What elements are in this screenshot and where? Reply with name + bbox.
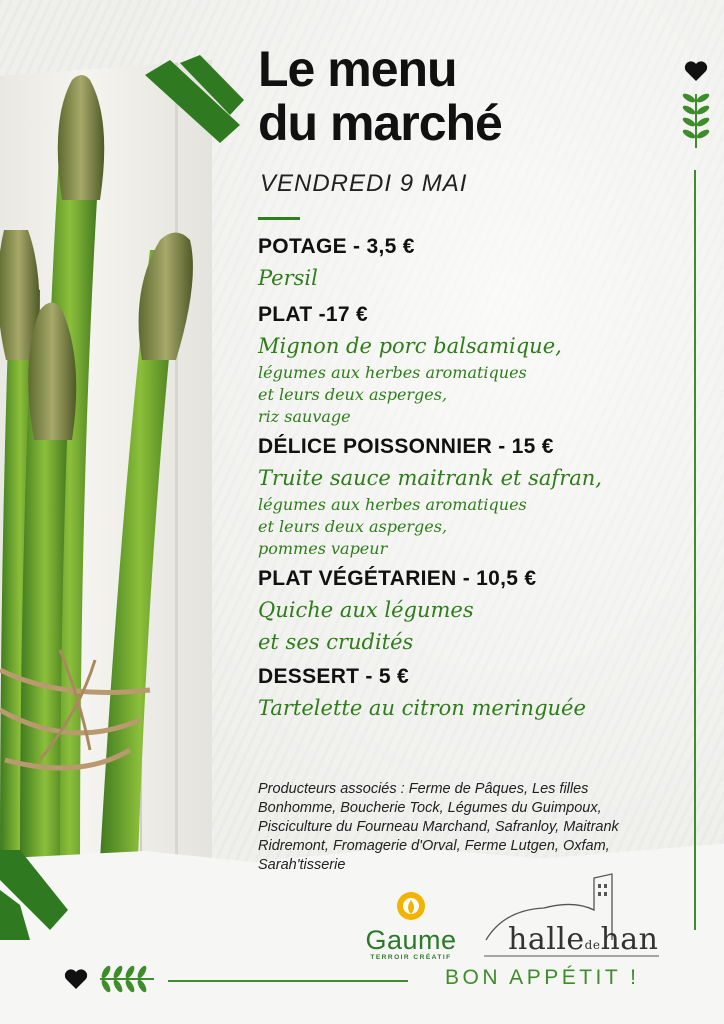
dish-main: Truite sauce maitrank et safran, xyxy=(258,466,602,490)
menu-title xyxy=(258,42,502,150)
dish-main: Tartelette au citron meringuée xyxy=(258,696,586,720)
fern-leaf-icon xyxy=(680,88,712,150)
heart-icon xyxy=(684,60,708,82)
horizontal-divider xyxy=(168,980,408,982)
dish-detail: pommes vapeur xyxy=(258,539,388,558)
course-title: DÉLICE POISSONNIER - 15 € xyxy=(258,435,554,458)
course-poisson xyxy=(258,432,698,560)
course-title: POTAGE - 3,5 € xyxy=(258,235,415,258)
dish-detail: et leurs deux asperges, xyxy=(258,385,448,404)
date-underline xyxy=(258,217,300,220)
course-title: PLAT -17 € xyxy=(258,303,368,326)
dish-main: Persil xyxy=(258,266,318,290)
halle-han-word: han xyxy=(600,922,659,957)
dish-detail: et leurs deux asperges, xyxy=(258,517,448,536)
course-plat xyxy=(258,300,698,428)
menu-date: VENDREDI 9 MAI xyxy=(260,170,468,197)
fern-leaf-icon-bottom xyxy=(96,964,156,994)
dish-main: Mignon de porc balsamique, xyxy=(258,334,562,358)
course-potage xyxy=(258,232,698,294)
gaume-name: Gaume xyxy=(365,925,457,955)
course-title: PLAT VÉGÉTARIEN - 10,5 € xyxy=(258,567,537,590)
halle-de-han-wordmark xyxy=(508,922,658,957)
dish-detail: légumes aux herbes aromatiques xyxy=(258,363,527,382)
vertical-divider xyxy=(694,170,696,930)
title-line-1: Le menu xyxy=(258,41,457,97)
title-line-2: du marché xyxy=(258,95,502,151)
bon-appetit: BON APPÉTIT ! xyxy=(445,966,640,989)
gaume-logo xyxy=(355,888,467,961)
halle-word: halle xyxy=(508,922,585,957)
dish-detail: légumes aux herbes aromatiques xyxy=(258,495,527,514)
dish-detail: riz sauvage xyxy=(258,407,351,426)
producers-list: Producteurs associés : Ferme de Pâques, Les filles Bonhomme, Boucherie Tock, Légumes du Guimpoux, Pisciculture du Fourneau Marchand, Safranloy, Maitrank Ridremont, Fromagerie d'Orval, Ferme Lutgen, Oxfam, Sarah'tisserie xyxy=(258,781,619,873)
menu-list xyxy=(258,232,698,724)
dish-main: Quiche aux légumes xyxy=(258,598,474,622)
gaume-tagline: TERROIR CRÉATIF xyxy=(370,954,452,961)
course-vegetarien xyxy=(258,564,698,658)
halle-de-word: de xyxy=(584,938,601,952)
course-dessert xyxy=(258,662,698,724)
asparagus-photo xyxy=(0,60,212,860)
green-brush-stroke xyxy=(140,55,245,145)
heart-icon-bottom xyxy=(64,968,88,990)
gaume-sun-icon xyxy=(393,888,429,922)
green-brush-stroke-bottom xyxy=(0,850,70,940)
dish-main-continued: et ses crudités xyxy=(258,630,414,654)
course-title: DESSERT - 5 € xyxy=(258,665,409,688)
